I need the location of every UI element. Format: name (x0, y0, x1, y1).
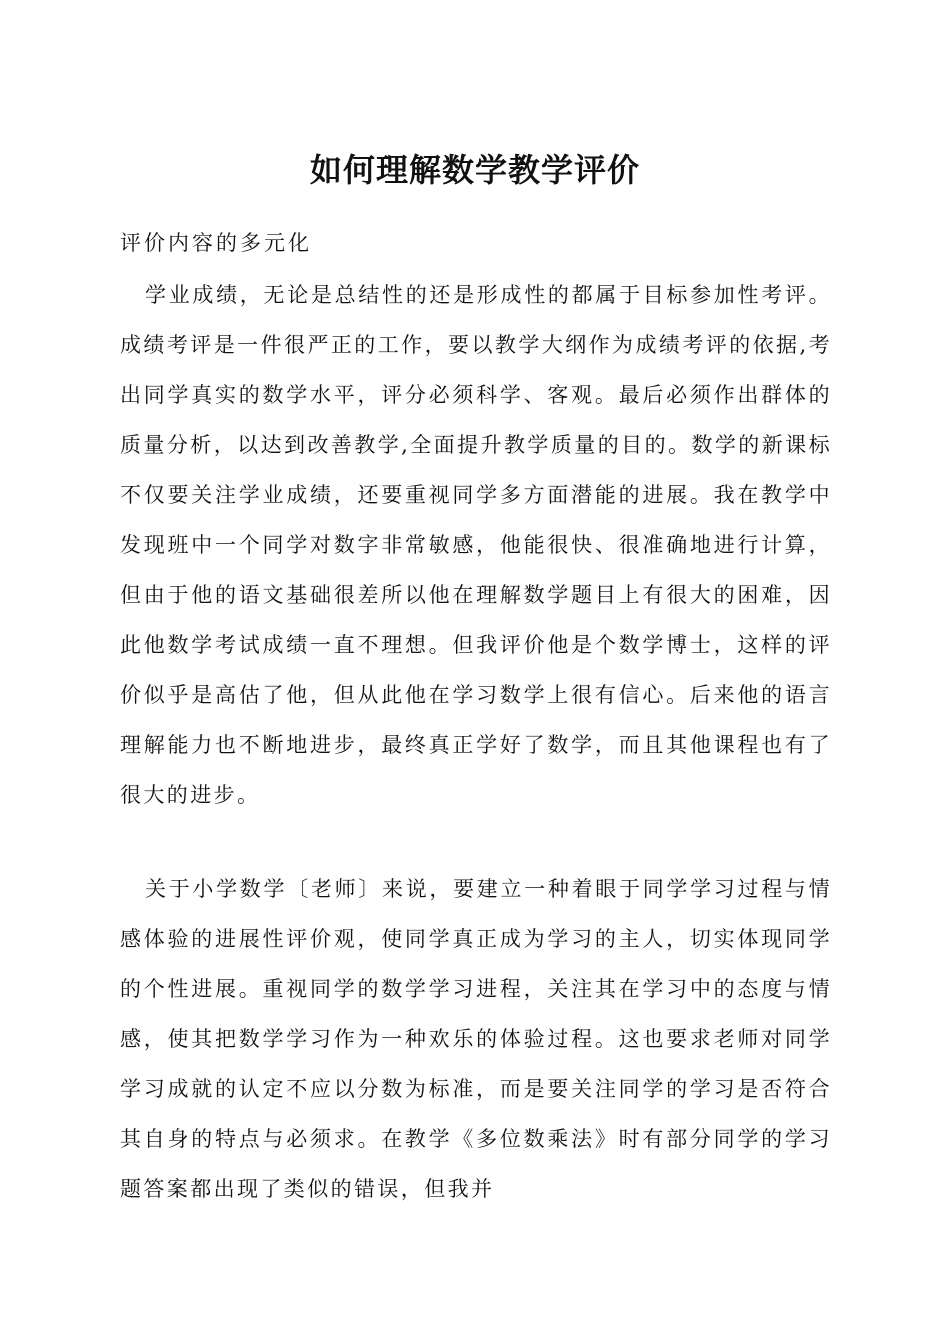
section-heading: 评价内容的多元化 (120, 231, 312, 255)
body-paragraph-2: 关于小学数学〔老师〕来说，要建立一种着眼于同学学习过程与情感体验的进展性评价观，使同学真正成为学习的主人，切实体现同学的个性进展。重视同学的数学学习进程，关注其在学习中的态度与情感，使其把数学学习作为一种欢乐的体验过程。这也要求老师对同学学习成就的认定不应以分数为标准，而是要关注同学的学习是否符合其自身的特点与必须求。在教学《多位数乘法》时有部分同学的学习题答案都出现了类似的错误，但我并 (120, 877, 832, 1201)
body-paragraph-1: 学业成绩，无论是总结性的还是形成性的都属于目标参加性考评。成绩考评是一件很严正的工作，要以教学大纲作为成绩考评的依据,考出同学真实的数学水平，评分必须科学、客观。最后必须作出群体的质量分析，以达到改善教学,全面提升教学质量的目的。数学的新课标不仅要关注学业成绩，还要重视同学多方面潜能的进展。我在教学中发现班中一个同学对数字非常敏感，他能很快、很准确地进行计算，但由于他的语文基础很差所以他在理解数学题目上有很大的困难，因此他数学考试成绩一直不理想。但我评价他是个数学博士，这样的评价似乎是高估了他，但从此他在学习数学上很有信心。后来他的语言理解能力也不断地进步，最终真正学好了数学，而且其他课程也有了很大的进步。 (120, 283, 832, 807)
document-title: 如何理解数学教学评价 (309, 151, 640, 189)
